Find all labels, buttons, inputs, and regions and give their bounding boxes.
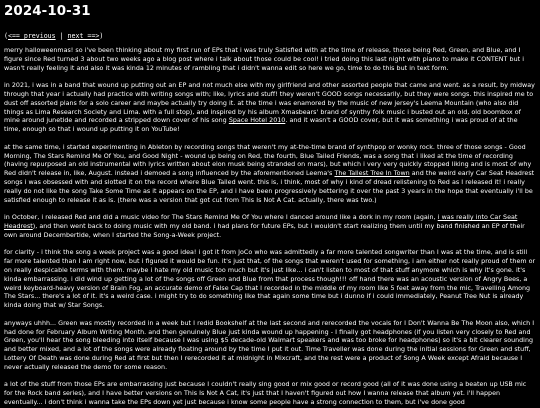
paragraph-text: ), and then went back to doing music with my old band. i had plans for future EPs, but i wouldn't start realizing them until my band finished an EP of their own around Decembertide, when I started the Song-a-Week project. — [4, 222, 525, 239]
space-hotel-link[interactable]: Space Hotel 2010 — [228, 117, 286, 125]
previous-post-link[interactable]: <== previous — [7, 32, 56, 40]
tallest-tree-link[interactable]: The Tallest Tree In Town — [334, 170, 410, 178]
post-navigation — [4, 32, 536, 41]
post-paragraph — [4, 214, 536, 240]
paragraph-text: in October, i released Red and did a music video for The Stars Remind Me Of You where I danced around like a dork in my room (again, — [4, 214, 438, 222]
paragraph-text: . and it wasn't a GOOD cover, but it was something i was proud of at the time, enough so that i wound up putting it on YouTube! — [4, 117, 518, 134]
car-seat-headrest-link[interactable]: i was really into Car Seat Headrest — [4, 214, 518, 230]
next-post-link[interactable]: next ==> — [67, 32, 100, 40]
post-paragraph: for clarity - i think the song a week project was a good idea! i got it from JoCo who was admittedly a far more talented songwriter than I was at the time, and is still far more talented than I am right now, but i figured it would be fun. it's just that, of the songs that weren't used for something, i am either not really proud of them or on really despicable terms with them. maybe i hate my old music too much but it's just like... i can't listen to most of that stuff anymore which is why it's gone. it's kinda embarrassing. i did wind up getting a lot of the songs off Green and Blue from that process though!!! off hand there was an acoustic version of Angry Bees, a weird keyboard-heavy version of Brain Fog, an accurate demo of False Cap that I recorded in the middle of my room like 5 feet away from the mic, Travelling Among The Stars... there's a lot of it. it's a weird case. i might try to do something like that again some time but i dunno if i could immediately, Peanut Tree Nut is already kinda doing that w/ Star Songs. — [4, 249, 536, 310]
paragraph-text: and the weird early Car Seat Headrest songs i was obsessed with and slotted it on the record where Blue Tailed went. this is, i think, most of why i kind of dread relistening to Red as I released it! i really really do not like the song Take Some Time as it appears on the EP, and i have been progressively bettering it over the past 3 years in the hope that eventually i'll be satisfied enough to release it as is. (there was a version that got cut from This Is Not A Cat. actually, there was two.) — [4, 170, 535, 204]
post-paragraph: anyways uhhh... Green was mostly recorded in a week but I redid Bookshelf at the last second and rerecorded the vocals for I Don't Wanna Be The Moon also, which I had done for February Album Writing Month. and then genuinely Blue just kinda wound up happening - I finally got headphones (if you listen very closely to Red and Green, you'll hear the song bleeding into itself because I was using $5 decade-old Walmart speakers and was too broke for headphones) so it's a bit clearer sounding and better mixed, and a lot of the songs were already floating around by the time I put it out. Time Traveller was done during the initial sessions for Green and stuff, Lottery Of Death was done during Red at first but then I rerecorded it at midnight in Mixcraft, and the rest were a product of Song A Week except Afraid because I never actually released the demo for some reason. — [4, 319, 535, 371]
nav-close-paren: ) — [99, 32, 104, 40]
post-paragraph: a lot of the stuff from those EPs are embarrassing just because I couldn't really sing good or mix good or record good (all of it was done using a beaten up USB mic for the Rock band series), and I have better versions on This Is Not A Cat, it's just that I haven't figured out how I wanna release that album yet. i'll happen eventually... i don't think i wanna take the EPs down yet just because i know some people have a strong connection to them, but i've done good — [4, 381, 527, 406]
paragraph-text: in 2021, i was in a band that wound up putting out an EP and not much else with my girlfriend and other assorted people that came and went. as a result, by midway through that year i actually had practice with writing songs with; like, lyrics and stuff! they weren't GOOD songs necessarily, but they were songs. this inspired me to dust off assorted plans for a solo career and maybe actually try doing it. at the time i was enamored by the music of new jersey's Leema Mountain (who also did things as Lima Research Society and Lima. with a full stop), and inspired by his album Xmasbears' brand of synthy folk music i busted out an old, old boombox of mine around junetide and recorded a stripped down cover of his song — [4, 82, 535, 125]
nav-open-paren: ( — [4, 32, 8, 40]
paragraph-text: at the same time, i started experimenting in Ableton by recording songs that weren't my at-the-time brand of synthpop or wonky rock. three of those songs - Good Morning, The Stars Remind Me Of You, and Good Night - wound up being on Red, the fourth, Blue Tailed Friends, was a song that i liked at the time of recording (having repurposed an old instrumental with lyrics written about elon musk being stranded on mars), but which i very very quickly stopped liking and is most of why Red didn't release in, like, August. instead i demoed a song influenced by the aforementioned Leema's — [4, 143, 532, 178]
post-paragraph — [4, 82, 536, 135]
post-paragraph: merry halloweenmas! so i've been thinking about my first run of EPs that i was truly Satisfied with at the time of release, those being Red, Green, and Blue, and I figure since Red turned 3 about two weeks ago a blog post where i talk about those could be cool! i tried doing this last night with piano to make it CONTENT but i wasn't really feeling it and also it was kinda 12 minutes of rambling that i didn't wanna edit so here we go, time to do this but in text form. — [4, 47, 524, 72]
post-title: 2024-10-31 — [4, 4, 91, 19]
post-paragraph — [4, 144, 536, 206]
nav-separator: | — [55, 32, 68, 40]
